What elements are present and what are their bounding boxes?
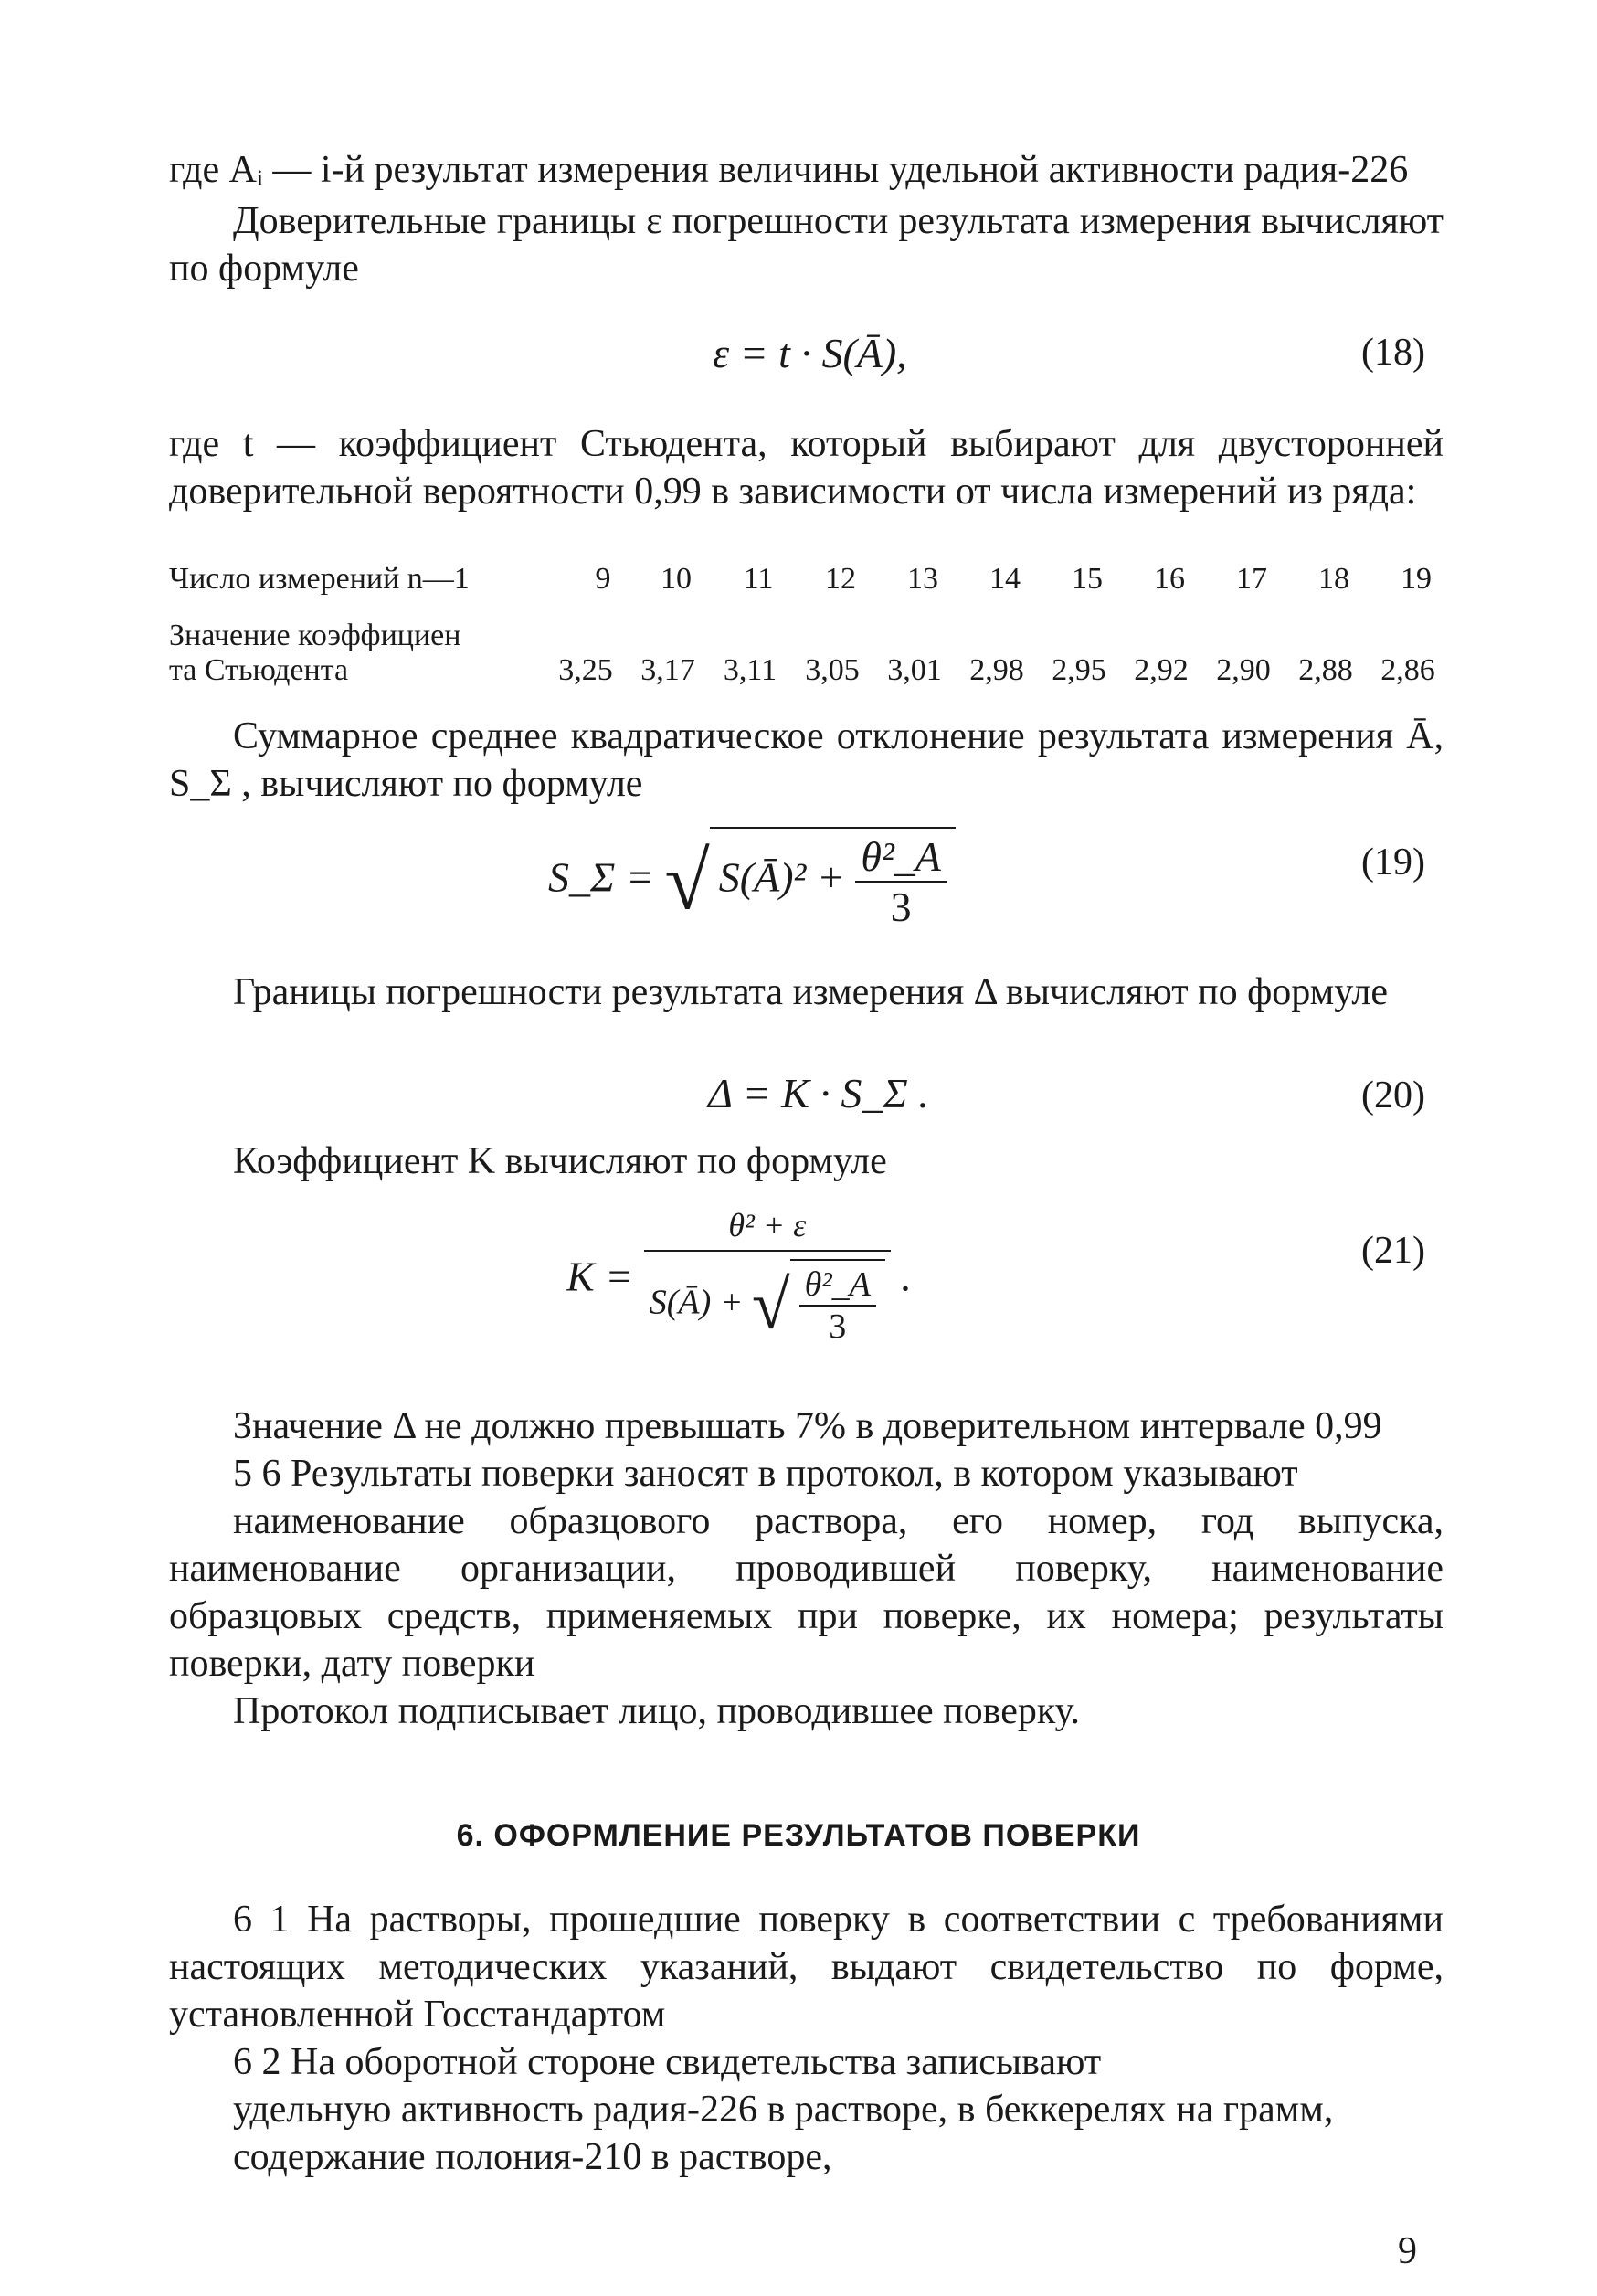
- table-cell-n: 18: [1318, 562, 1349, 596]
- formula-21-dot: .: [901, 1253, 912, 1300]
- paragraph-confidence-bounds: Доверительные границы ε погрешности результата измерения вычисляют по формуле: [169, 200, 1444, 290]
- table-cell-n: 12: [825, 562, 856, 596]
- table-cell-n: 10: [661, 562, 692, 596]
- text-block-student: [169, 420, 1444, 515]
- paragraph-protocol-intro: 5 6 Результаты поверки заносят в протокол, в котором указывают: [233, 1453, 1298, 1495]
- paragraph-polonium-content: содержание полония-210 в растворе,: [233, 2136, 832, 2178]
- text-block-total-deviation: [169, 713, 1444, 808]
- text-block-lower: [169, 1402, 1444, 1735]
- table-cell-t: 2,98: [969, 653, 1024, 687]
- table-cell-n: 11: [743, 562, 774, 596]
- formula-21-radicand: [790, 1259, 885, 1347]
- equation-number-19: (19): [1361, 841, 1425, 883]
- formula-21-den-fraction: [799, 1264, 876, 1347]
- formula-20: Δ = K · S_Σ .: [708, 1070, 929, 1116]
- text-block-top: [169, 146, 1444, 292]
- sqrt-icon: √: [664, 836, 710, 927]
- text-block-coefficient-k: [169, 1137, 1444, 1185]
- paragraph-total-deviation: Суммарное среднее квадратическое отклонение результата измерения Ā, S_Σ , вычисляют по формуле: [169, 715, 1444, 805]
- paragraph-coefficient-k: Коэффициент K вычисляют по формуле: [233, 1140, 887, 1182]
- formula-21: [566, 1206, 912, 1347]
- formula-19-radicand: [710, 827, 956, 931]
- paragraph-protocol-signed: Протокол подписывает лицо, проводившее поверку.: [233, 1690, 1080, 1732]
- table-cell-t: 3,05: [805, 653, 860, 687]
- table-cell-n: 13: [907, 562, 938, 596]
- table-row-label-t-line2: та Стьюдента: [169, 653, 349, 687]
- formula-18: ε = t · S(Ā),: [713, 330, 907, 376]
- formula-21-den-term: S(Ā) +: [649, 1283, 744, 1322]
- equation-number-21: (21): [1361, 1230, 1425, 1272]
- paragraph-definition-ai: где Aᵢ — i-й результат измерения величины удельной активности радия-226: [169, 149, 1409, 191]
- sqrt-icon: √: [751, 1266, 790, 1344]
- section-heading: 6. ОФОРМЛЕНИЕ РЕЗУЛЬТАТОВ ПОВЕРКИ: [456, 1818, 1141, 1853]
- table-cell-t: 2,90: [1216, 653, 1271, 687]
- formula-21-denominator: [644, 1252, 891, 1347]
- formula-21-den-frac-num: θ²_A: [799, 1264, 876, 1307]
- table-cell-t: 2,88: [1298, 653, 1353, 687]
- formula-19-frac-den: 3: [890, 883, 912, 930]
- paragraph-error-bounds: Границы погрешности результата измерения Δ вычисляют по формуле: [233, 971, 1388, 1013]
- paragraph-6-1: 6 1 На растворы, прошедшие поверку в соответствии с требованиями настоящих методических указаний, выдают свидетельство по форме, установленной Госстандартом: [169, 1899, 1444, 2036]
- table-row-label-n: Число измерений n—1: [169, 562, 470, 596]
- paragraph-student-coefficient: где t — коэффициент Стьюдента, который выбирают для двусторонней доверительной вероятности 0,99 в зависимости от числа измерений из ряда:: [169, 423, 1444, 513]
- table-cell-t: 3,25: [558, 653, 613, 687]
- paragraph-delta-limit: Значение Δ не должно превышать 7% в доверительном интервале 0,99: [233, 1405, 1382, 1447]
- equation-number-18: (18): [1361, 332, 1425, 374]
- table-cell-t: 3,01: [887, 653, 942, 687]
- table-row-label-t-line1: Значение коэффициен: [169, 619, 461, 652]
- paragraph-protocol-contents: наименование образцового раствора, его номер, год выпуска, наименование организации, проводившей поверку, наименование образцовых средств, применяемых при поверке, их номера; результаты поверки, дату поверки: [169, 1500, 1444, 1685]
- equation-number-20: (20): [1361, 1074, 1425, 1116]
- paragraph-radium-activity: удельную активность радия-226 в растворе, в беккерелях на грамм,: [233, 2089, 1334, 2131]
- formula-19-frac-num: θ²_A: [855, 832, 947, 883]
- table-cell-n: 9: [595, 562, 611, 596]
- page-number: 9: [1398, 2230, 1417, 2272]
- table-cell-n: 16: [1154, 562, 1185, 596]
- formula-19-lhs: S_Σ =: [548, 853, 654, 901]
- formula-21-numerator: θ² + ε: [644, 1206, 891, 1252]
- formula-21-fraction: [644, 1206, 891, 1347]
- table-cell-t: 3,17: [640, 653, 695, 687]
- formula-21-lhs: K =: [566, 1253, 634, 1300]
- table-cell-t: 2,86: [1380, 653, 1435, 687]
- formula-21-den-frac-den: 3: [829, 1307, 847, 1346]
- table-cell-n: 19: [1401, 562, 1432, 596]
- formula-19-fraction: [855, 832, 947, 931]
- table-cell-n: 15: [1072, 562, 1103, 596]
- table-cell-n: 14: [989, 562, 1021, 596]
- paragraph-6-2: 6 2 На оборотной стороне свидетельства записывают: [233, 2041, 1102, 2083]
- text-block-error-bounds: [169, 968, 1444, 1016]
- table-cell-t: 2,95: [1052, 653, 1106, 687]
- table-cell-t: 3,11: [723, 653, 777, 687]
- formula-19: [548, 827, 956, 931]
- table-cell-n: 17: [1236, 562, 1267, 596]
- table-cell-t: 2,92: [1134, 653, 1189, 687]
- formula-19-term: S(Ā)² +: [718, 853, 845, 901]
- text-block-section-6: [169, 1896, 1444, 2181]
